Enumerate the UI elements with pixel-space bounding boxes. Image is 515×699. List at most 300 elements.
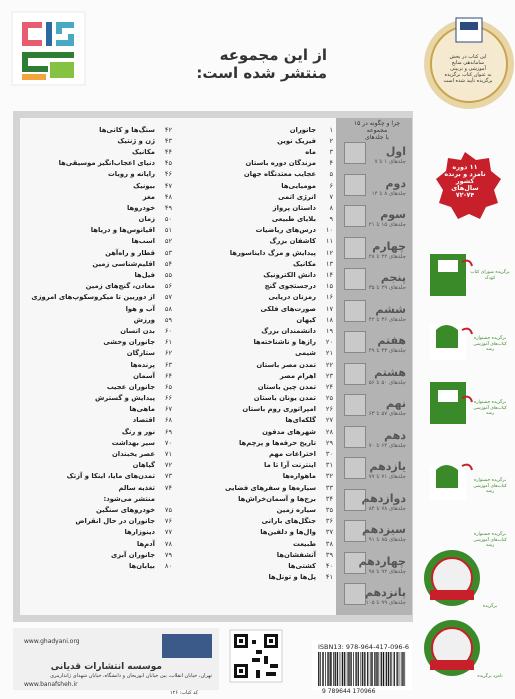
item-number: ۸ xyxy=(329,203,333,212)
list-item xyxy=(181,437,333,448)
list-item xyxy=(22,393,172,404)
volume-range: جلدهای ۷۱ تا ۷۷ xyxy=(368,474,406,480)
list-item xyxy=(22,337,172,348)
item-number: ۵۷ xyxy=(164,293,172,302)
list-item xyxy=(181,572,333,583)
item-number: ۴۷ xyxy=(164,181,172,190)
item-number: ۶۹ xyxy=(164,427,172,436)
list-item xyxy=(181,247,333,258)
item-title: سیاره زمین xyxy=(276,505,316,514)
item-number: ۶۲ xyxy=(164,349,172,358)
item-title: تاریخ حرفه‌ها و پرچم‌ها xyxy=(238,438,316,447)
item-title: دانش الکترونیک xyxy=(263,271,316,280)
green-badges xyxy=(430,254,466,500)
item-number: ۲۴ xyxy=(325,382,333,391)
item-title: درس‌های ریاضیات xyxy=(255,226,316,235)
volume-item xyxy=(336,264,414,294)
item-title: پل‌ها و تونل‌ها xyxy=(268,573,316,582)
list-item xyxy=(22,527,172,538)
item-title: دانشمندان بزرگ xyxy=(261,326,316,335)
volume-item xyxy=(336,422,414,452)
list-item xyxy=(181,269,333,280)
item-title: رازها و ناشناخته‌ها xyxy=(253,338,316,347)
item-number: ۱۸ xyxy=(325,315,333,324)
item-title: فیل‌ها xyxy=(134,271,155,280)
list-item xyxy=(181,225,333,236)
item-number: ۷۰ xyxy=(164,438,172,447)
volume-name: دوازدهم xyxy=(361,491,406,505)
item-number: ۵۰ xyxy=(164,215,172,224)
item-title: وال‌ها و دلفین‌ها xyxy=(260,528,316,537)
item-title: تمدن چین باستان xyxy=(257,382,316,391)
list-item xyxy=(181,348,333,359)
volume-mark xyxy=(344,205,366,227)
item-title: تغذیه سالم xyxy=(118,483,155,492)
item-title: امپراتوری روم باستان xyxy=(242,405,316,414)
item-title: آسمان xyxy=(133,371,155,380)
item-title: اختراعات مهم xyxy=(269,450,316,459)
volume-mark xyxy=(344,426,366,448)
item-number: ۶۶ xyxy=(164,394,172,403)
volume-item xyxy=(336,233,414,263)
list-item xyxy=(22,448,172,459)
list-item xyxy=(22,214,172,225)
item-number: ۲ xyxy=(329,136,333,145)
item-title: گلکه‌ای‌ها xyxy=(285,416,316,425)
list-item xyxy=(181,516,333,527)
item-title: جانوران عجیب xyxy=(106,382,155,391)
item-number: ۲۶ xyxy=(325,405,333,414)
list-item xyxy=(181,482,333,493)
item-number: ۲۷ xyxy=(325,416,333,425)
item-title: تمدن مصر باستان xyxy=(256,360,316,369)
round-seals xyxy=(424,550,480,676)
item-number: ۲۹ xyxy=(325,438,333,447)
item-title: اسب‌ها xyxy=(131,237,155,246)
list-item xyxy=(22,247,172,258)
book-code: کد کتاب: ۱۲۶ xyxy=(170,690,199,696)
item-number: ۸۰ xyxy=(164,561,172,570)
item-title: داستان پرواز xyxy=(272,203,316,212)
item-title: فیزیک نوین xyxy=(277,136,316,145)
item-number: ۲۵ xyxy=(325,394,333,403)
item-number: ۲۰ xyxy=(325,338,333,347)
volume-mark xyxy=(344,331,366,353)
item-title: سیر بهداشت xyxy=(111,438,155,447)
item-title: گیاهان xyxy=(132,461,155,470)
item-number: ۵۶ xyxy=(164,282,172,291)
item-number: ۴۶ xyxy=(164,170,172,179)
item-number: ۶۳ xyxy=(164,360,172,369)
item-title: جانوران وحشی xyxy=(103,338,155,347)
item-number: ۲۲ xyxy=(325,360,333,369)
list-item xyxy=(22,202,172,213)
item-title: مغز xyxy=(142,192,155,201)
volume-item xyxy=(336,327,414,357)
item-title: اقتصاد xyxy=(132,416,155,425)
item-number: ۶۱ xyxy=(164,338,172,347)
item-title: بلایای طبیعی xyxy=(271,215,316,224)
publisher-url: www.ghadyani.org xyxy=(24,638,80,645)
volume-range: جلدهای ۸ تا ۱۴ xyxy=(371,190,406,197)
item-number: ۱۱ xyxy=(325,237,333,246)
badge-caption: برگزیده جشنواره کتاب‌های آموزشی رشد xyxy=(473,400,507,416)
list-item xyxy=(22,549,172,560)
item-title: رایانه و روبات xyxy=(107,170,155,179)
item-title: انرژی اتمی xyxy=(278,192,316,201)
badge-caption: برگزیده جشنواره کتاب‌های آموزشی رشد xyxy=(473,336,507,352)
publisher-url2: www.banafsheh.ir xyxy=(24,681,78,688)
list-item xyxy=(22,314,172,325)
volume-range: جلدهای ۵۰ تا ۵۶ xyxy=(368,379,406,386)
list-item xyxy=(22,482,172,493)
item-title: مکانیک xyxy=(293,259,316,268)
list-item xyxy=(181,325,333,336)
qr-code xyxy=(230,630,282,682)
volume-item xyxy=(336,579,414,609)
item-title: پیدایش و مرگ دایناسورها xyxy=(229,248,316,257)
item-number: ۴۲ xyxy=(164,125,172,134)
title-list-left xyxy=(22,124,172,572)
list-item xyxy=(181,214,333,225)
volume-range: جلدهای ۵۷ تا ۶۳ xyxy=(368,411,406,417)
volume-name: پنجم xyxy=(380,271,406,284)
item-number: ۵۳ xyxy=(164,248,172,257)
item-number: ۱۶ xyxy=(325,293,333,302)
list-item xyxy=(22,292,172,303)
item-number: ۶۵ xyxy=(164,382,172,391)
item-title: رمزنان دریایی xyxy=(268,293,316,302)
list-item xyxy=(22,381,172,392)
series-note: چرا و چگونه در ۱۵ مجموعه با جلدهای xyxy=(353,120,401,141)
volume-mark xyxy=(344,268,366,290)
item-title: ماهی‌ها xyxy=(129,405,155,414)
item-title: خودروهای سنگین xyxy=(96,505,155,514)
volume-name: پانزدهم xyxy=(364,586,406,599)
list-item xyxy=(22,404,172,415)
volume-range: جلدهای ۱۵ تا ۲۱ xyxy=(368,222,406,228)
award-text xyxy=(432,164,498,199)
volume-name: ششم xyxy=(375,302,406,316)
volume-mark xyxy=(344,142,366,164)
list-item xyxy=(22,493,172,504)
item-title: پرنده‌ها xyxy=(130,360,155,369)
volume-range: جلدهای ۸۵ تا ۹۱ xyxy=(368,537,406,543)
volume-mark xyxy=(344,363,366,385)
item-title: بیابان‌ها xyxy=(128,561,155,570)
item-title: بیونیک xyxy=(133,181,155,190)
item-number: ۳۲ xyxy=(325,472,333,481)
item-number: ۶۰ xyxy=(164,326,172,335)
item-number: ۱۵ xyxy=(325,282,333,291)
item-number: ۷۶ xyxy=(164,517,172,526)
list-item xyxy=(181,180,333,191)
volume-item xyxy=(336,138,414,168)
item-title: عجایب معتدنگاه جهان xyxy=(243,170,316,179)
item-number: ۳۱ xyxy=(325,461,333,470)
volume-name: هشتم xyxy=(374,365,406,379)
volume-range: جلدهای ۴۳ تا ۴۹ xyxy=(368,348,406,354)
item-title: اقلیم‌شناسی زمین xyxy=(92,259,155,268)
list-item xyxy=(181,448,333,459)
item-number: ۲۳ xyxy=(325,371,333,380)
award-line5: ۷۲-۷۴ xyxy=(455,191,475,199)
volume-range: جلدهای ۹۲ تا ۹۸ xyxy=(368,568,406,575)
list-item xyxy=(22,370,172,381)
item-title: کشتی‌ها xyxy=(288,561,316,570)
item-number: ۱۹ xyxy=(325,326,333,335)
badge-caption: برگزیده xyxy=(482,604,498,609)
volume-name: دهم xyxy=(384,428,406,442)
list-item xyxy=(181,135,333,146)
list-item xyxy=(181,415,333,426)
volume-range: جلدهای ۶۴ تا ۷۰ xyxy=(368,442,406,449)
volume-name: چهارم xyxy=(372,239,406,253)
list-item xyxy=(22,359,172,370)
item-title: خودروها xyxy=(126,203,155,212)
item-title: مزندگان دوره باستان xyxy=(245,159,316,168)
item-number: ۴۵ xyxy=(164,159,172,168)
volume-item xyxy=(336,359,414,389)
item-title: برج‌ها و آسمان‌خراش‌ها xyxy=(238,494,316,503)
list-item xyxy=(22,269,172,280)
list-item xyxy=(181,258,333,269)
item-title: سیاره‌ها و سفرهای فضایی xyxy=(225,483,316,492)
award-line3: کشور xyxy=(455,177,475,185)
item-number: ۳۰ xyxy=(325,450,333,459)
item-number: ۷۸ xyxy=(164,539,172,548)
item-title: اینترنت آرا تا ما xyxy=(264,461,316,470)
item-number: ۵۲ xyxy=(164,237,172,246)
list-item xyxy=(22,281,172,292)
item-title: درجستجوی گنج xyxy=(264,282,316,291)
publisher-logo xyxy=(162,634,212,658)
item-title: ستارگان xyxy=(126,349,155,358)
item-number: ۹ xyxy=(329,215,333,224)
list-item xyxy=(181,493,333,504)
item-title: آب و هوا xyxy=(125,304,155,313)
item-title: جانوران آبزی xyxy=(110,550,155,559)
item-title: بدن انسان xyxy=(120,326,155,335)
volume-item xyxy=(336,453,414,483)
list-item xyxy=(181,191,333,202)
item-title: ماهواره‌ها xyxy=(282,472,316,481)
volume-name: چهاردهم xyxy=(358,554,406,568)
list-item xyxy=(22,158,172,169)
list-item xyxy=(181,337,333,348)
item-number: ۴۱ xyxy=(325,573,333,582)
volume-item xyxy=(336,201,414,231)
item-title: شهرهای مدفون xyxy=(262,427,316,436)
list-item xyxy=(181,504,333,515)
item-title: مکانیک xyxy=(132,147,155,156)
logo-chera-chegoneh xyxy=(12,12,85,85)
item-number: ۱۴ xyxy=(325,271,333,280)
list-item xyxy=(181,393,333,404)
item-title: دینوزارها xyxy=(124,528,155,537)
award-line1: ۱۱ دوره xyxy=(452,163,478,171)
item-number: ۱۷ xyxy=(325,304,333,313)
volume-range: جلدهای ۳۶ تا ۴۲ xyxy=(368,316,406,323)
item-number: ۴۹ xyxy=(164,203,172,212)
list-item xyxy=(181,158,333,169)
volume-name: سوم xyxy=(380,208,406,221)
item-title: عصر یخبندان xyxy=(112,450,155,459)
list-item xyxy=(22,348,172,359)
volume-mark xyxy=(344,457,366,479)
item-number: ۲۸ xyxy=(325,427,333,436)
list-item xyxy=(22,135,172,146)
list-item xyxy=(181,404,333,415)
list-item xyxy=(22,415,172,426)
list-item xyxy=(22,426,172,437)
item-title: اقیانوس‌ها و دریاها xyxy=(90,226,155,235)
heading-line2: منتشر شده است: xyxy=(196,64,327,82)
item-title: نور و رنگ xyxy=(121,427,155,436)
list-item xyxy=(22,191,172,202)
item-title: طبیعت xyxy=(293,539,316,548)
volume-name: دوم xyxy=(385,176,406,190)
item-number: ۴۳ xyxy=(164,136,172,145)
volume-item xyxy=(336,516,414,546)
list-item xyxy=(181,538,333,549)
list-item xyxy=(181,471,333,482)
item-title: ژن و ژنتیک xyxy=(117,136,155,145)
list-item xyxy=(22,471,172,482)
item-number: ۶ xyxy=(329,181,333,190)
list-item xyxy=(22,303,172,314)
volume-range: جلدهای ۱ تا ۷ xyxy=(374,159,406,165)
list-item xyxy=(22,236,172,247)
volume-name: هفتم xyxy=(377,334,406,347)
item-title: پیدایش و گسترش xyxy=(95,394,155,403)
list-item xyxy=(181,236,333,247)
item-title: آدم‌ها xyxy=(136,539,155,548)
badge-caption: برگزیده جشنواره کتاب‌های آموزشی رشد xyxy=(473,532,507,548)
item-number: ۷۹ xyxy=(164,550,172,559)
item-number: ۳۶ xyxy=(325,517,333,526)
item-number: ۷۷ xyxy=(164,528,172,537)
item-number: ۷ xyxy=(329,192,333,201)
item-title: تمدن یونان باستان xyxy=(253,394,316,403)
list-item xyxy=(22,124,172,135)
item-title: دنیای اعجاب‌انگیز موسیقی‌ها xyxy=(58,159,155,168)
item-number: ۳۴ xyxy=(325,494,333,503)
list-item xyxy=(22,538,172,549)
item-title: زمان xyxy=(138,215,155,224)
volume-range: جلدهای ۹۹ تا ۱۰۵ xyxy=(365,600,406,606)
heading-line1: از این مجموعه xyxy=(219,46,327,64)
volume-name: اول xyxy=(385,145,406,158)
item-title: کاشفان بزرگ xyxy=(269,237,316,246)
item-number: ۵۴ xyxy=(164,259,172,268)
publisher-address: تهران، خیابان انقلاب، بین خیابان ابوریحان و دانشگاه، خیابان شهدای ژاندارمری xyxy=(50,673,212,679)
item-number: ۶۷ xyxy=(164,405,172,414)
item-title: سنگ‌ها و کانی‌ها xyxy=(99,125,155,134)
volume-item xyxy=(336,296,414,326)
list-item xyxy=(181,527,333,538)
volume-item xyxy=(336,548,414,578)
item-title: تمدن‌های مایا، اینکا و آزتک xyxy=(66,472,155,481)
list-item xyxy=(22,325,172,336)
item-title: جانوران xyxy=(289,125,316,134)
volume-name: یازدهم xyxy=(369,460,406,473)
item-title: اهرام مصر xyxy=(279,371,316,380)
item-title: ماه xyxy=(305,147,316,156)
list-item xyxy=(22,146,172,157)
item-title: صورت‌های فلکی xyxy=(260,304,316,313)
badge-caption: نامزد برگزیده xyxy=(477,674,503,679)
item-number: ۵۵ xyxy=(164,271,172,280)
item-number: ۷۵ xyxy=(164,505,172,514)
list-item xyxy=(181,426,333,437)
volume-range: جلدهای ۲۲ تا ۲۸ xyxy=(368,253,406,260)
item-number: ۴۴ xyxy=(164,147,172,156)
list-item xyxy=(22,460,172,471)
volume-mark xyxy=(344,300,366,322)
item-number: ۶۸ xyxy=(164,416,172,425)
item-number: ۶۴ xyxy=(164,371,172,380)
list-item xyxy=(181,381,333,392)
item-title: قطار و راه‌آهن xyxy=(105,248,155,257)
volume-range: جلدهای ۷۸ تا ۸۴ xyxy=(368,505,406,512)
volume-item xyxy=(336,170,414,200)
list-item xyxy=(181,549,333,560)
item-number: ۳۷ xyxy=(325,528,333,537)
volume-item xyxy=(336,390,414,420)
list-item xyxy=(181,292,333,303)
item-number: ۱ xyxy=(329,125,333,134)
item-title: جنگل‌های بارانی xyxy=(261,517,316,526)
item-title: منتشر می‌شود: xyxy=(103,494,155,503)
volume-range: جلدهای ۲۹ تا ۳۵ xyxy=(368,285,406,291)
list-item xyxy=(181,359,333,370)
item-number: ۳۵ xyxy=(325,505,333,514)
volume-name: نهم xyxy=(385,397,406,410)
item-number: ۷۱ xyxy=(164,450,172,459)
item-number: ۷۴ xyxy=(164,483,172,492)
volume-item xyxy=(336,485,414,515)
list-item xyxy=(181,281,333,292)
item-title: آتشفشان‌ها xyxy=(276,550,316,559)
list-item xyxy=(181,169,333,180)
item-number: ۴۸ xyxy=(164,192,172,201)
item-number: ۴۰ xyxy=(325,561,333,570)
volume-mark xyxy=(344,583,366,605)
item-number: ۳۳ xyxy=(325,483,333,492)
item-title: جانوران در حال انقراض xyxy=(75,517,155,526)
item-number: ۵ xyxy=(329,170,333,179)
seal-text: این کتاب در بخش ساماندهی منابع آموزشی و تربیتی به عنوان کتاب برگزیده برگزیده تأیید شده است xyxy=(443,54,493,84)
item-number: ۵۸ xyxy=(164,304,172,313)
title-list-right xyxy=(181,124,333,583)
list-item xyxy=(181,560,333,571)
item-number: ۳۹ xyxy=(325,550,333,559)
list-item xyxy=(22,180,172,191)
item-number: ۱۲ xyxy=(325,248,333,257)
volume-mark xyxy=(344,174,366,196)
barcode-digits: 9 789644 170966 xyxy=(322,688,376,695)
item-title: ورزش xyxy=(133,315,155,324)
item-title: شیمی xyxy=(295,349,316,358)
list-item xyxy=(22,504,172,515)
badge-caption: برگزیده جشنواره کتاب‌های آموزشی رشد xyxy=(473,478,507,494)
list-item xyxy=(22,516,172,527)
list-item xyxy=(181,460,333,471)
list-item xyxy=(22,258,172,269)
list-item xyxy=(22,560,172,571)
item-number: ۳۸ xyxy=(325,539,333,548)
